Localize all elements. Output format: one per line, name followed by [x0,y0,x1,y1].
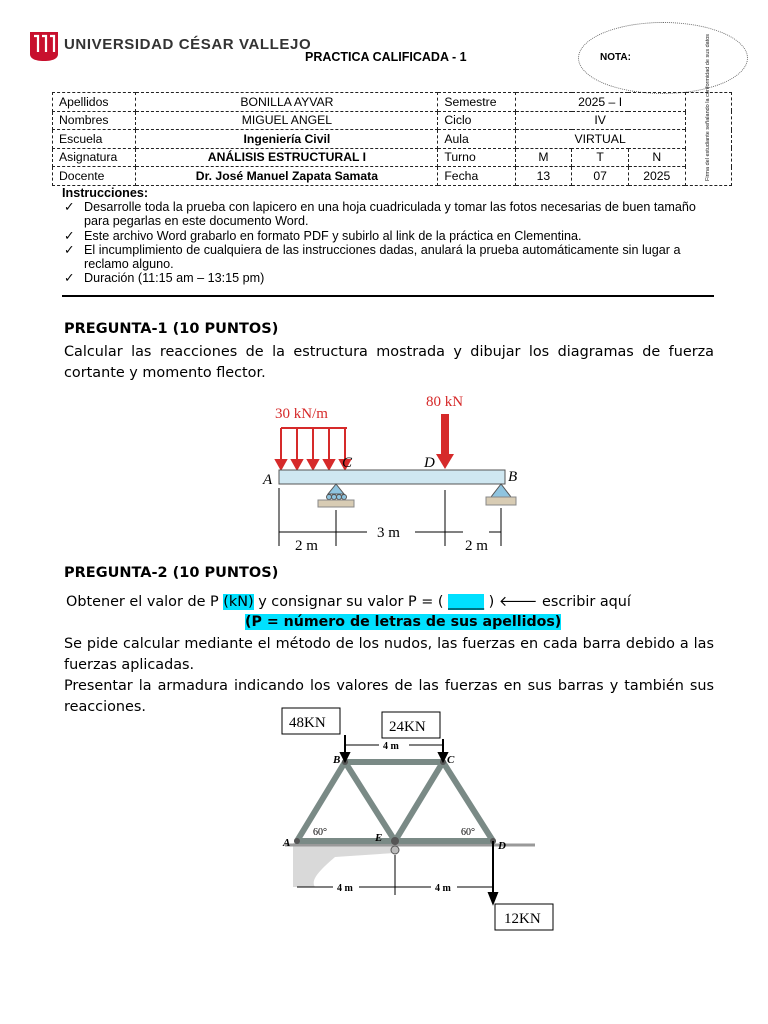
ground [293,843,395,887]
joint-d: D [498,840,506,852]
table-row [53,148,732,167]
table-row [53,167,732,186]
aula-value: VIRTUAL [515,130,685,149]
semestre-value: 2025 – I [515,93,685,112]
joint-a: A [283,837,291,849]
load-c-label: 24KN [389,719,426,735]
docente-value: Dr. José Manuel Zapata Samata [136,167,438,186]
semestre-label: Semestre [438,93,515,112]
joint-e: E [375,832,383,844]
load-b-label: 48KN [289,715,326,731]
dist-load-label: 30 kN/m [275,406,328,422]
point-load-arrow [436,414,454,469]
angle-a: 60° [313,827,327,838]
roller-support [318,484,354,507]
ciclo-value: IV [515,111,685,130]
label-b: B [508,469,518,485]
answer-blank[interactable]: _____ [448,594,485,610]
truss-diagram [275,705,565,940]
fecha-label: Fecha [438,167,515,186]
turno-m: M [515,148,572,167]
aula-label: Aula [438,130,515,149]
list-item [62,229,722,243]
list-item [62,271,722,285]
check-icon: ✓ [64,242,75,257]
question-2-note [245,614,561,630]
asignatura-label: Asignatura [53,148,136,167]
escuela-label: Escuela [53,130,136,149]
page-title: PRACTICA CALIFICADA - 1 [305,50,467,64]
instructions-title: Instrucciones: [62,186,149,200]
apellidos-value: BONILLA AYVAR [136,93,438,112]
roller-support [391,846,399,854]
unit-highlight: (kN) [223,594,254,610]
label-c: C [342,455,353,471]
question-1-title: PREGUNTA-1 (10 PUNTOS) [64,321,279,337]
dim-top: 4 m [383,741,399,752]
instruction-text: Desarrolle toda la prueba con lapicero en una hoja cuadriculada y tomar las fotos necesarias de buen tamaño para pegarlas en este documento Word. [84,200,696,229]
check-icon: ✓ [64,200,75,215]
paragraph: Se pide calcular mediante el método de los nudos, las fuerzas en cada barra debido a las fuerzas aplicadas. [64,636,714,673]
university-name: UNIVERSIDAD CÉSAR VALLEJO [64,36,312,53]
table-row [53,111,732,130]
list-item [62,243,722,271]
turno-label: Turno [438,148,515,167]
label-d: D [424,455,435,471]
ciclo-label: Ciclo [438,111,515,130]
joint-b: B [333,754,341,766]
docente-label: Docente [53,167,136,186]
instruction-text: Duración (11:15 am – 13:15 pm) [84,271,265,286]
question-2-title: PREGUNTA-2 (10 PUNTOS) [64,565,279,581]
dim-2: 3 m [377,525,400,541]
table-row [53,130,732,149]
line-text: escribir aquí [537,594,631,610]
fecha-anio: 2025 [628,167,685,186]
pin-support [486,484,516,505]
table-row [53,93,732,112]
instructions [62,186,722,285]
list-item [62,200,722,228]
grade-label: NOTA: [600,52,631,63]
turno-n: N [628,148,685,167]
question-1-text: Calcular las reacciones de la estructura mostrada y dibujar los diagramas de fuerza cortante y momento flector. [64,344,714,381]
load-d-label: 12KN [504,911,541,927]
apellidos-label: Apellidos [53,93,136,112]
instruction-text: Este archivo Word grabarlo en formato PDF y subirlo al link de la práctica en Clementina. [84,228,582,243]
instruction-text: El incumplimiento de cualquiera de las instrucciones dadas, anulará la prueba automáticamente sin lugar a reclamo alguno. [84,242,681,272]
divider [62,295,714,297]
turno-t: T [572,148,629,167]
check-icon: ✓ [64,228,75,243]
angle-d: 60° [461,827,475,838]
escuela-value: Ingeniería Civil [136,130,438,149]
dist-load-arrows [276,428,350,469]
line-text: ) [484,594,499,610]
beam-diagram [255,390,530,555]
line-text: Obtener el valor de P [66,594,224,610]
signature-cell [685,33,731,186]
paragraph: Presentar la armadura indicando los valores de las fuerzas en sus barras y también sus reacciones. [64,678,714,715]
beam [279,470,505,484]
label-a: A [263,472,273,488]
signature-note: Firma del estudiante señalando la conformidad de sus datos [705,33,712,181]
nombres-value: MIGUEL ANGEL [136,111,438,130]
dim-bottom-2: 4 m [435,883,451,894]
fecha-mes: 07 [572,167,629,186]
line-text: y consignar su valor P = ( [253,594,449,610]
dim-1: 2 m [295,538,318,554]
note-highlight: (P = número de letras de sus apellidos) [245,614,562,630]
truss-dimensions [297,745,493,895]
check-icon: ✓ [64,271,75,286]
joint-c: C [447,754,455,766]
fecha-dia: 13 [515,167,572,186]
asignatura-value: ANÁLISIS ESTRUCTURAL I [136,148,438,167]
point-load-label: 80 kN [426,394,464,410]
dim-3: 2 m [465,538,488,554]
dim-bottom-1: 4 m [337,883,353,894]
nombres-label: Nombres [53,111,136,130]
arrow-left-icon: 🡐 [498,594,538,610]
question-2-answer-line [66,593,631,610]
